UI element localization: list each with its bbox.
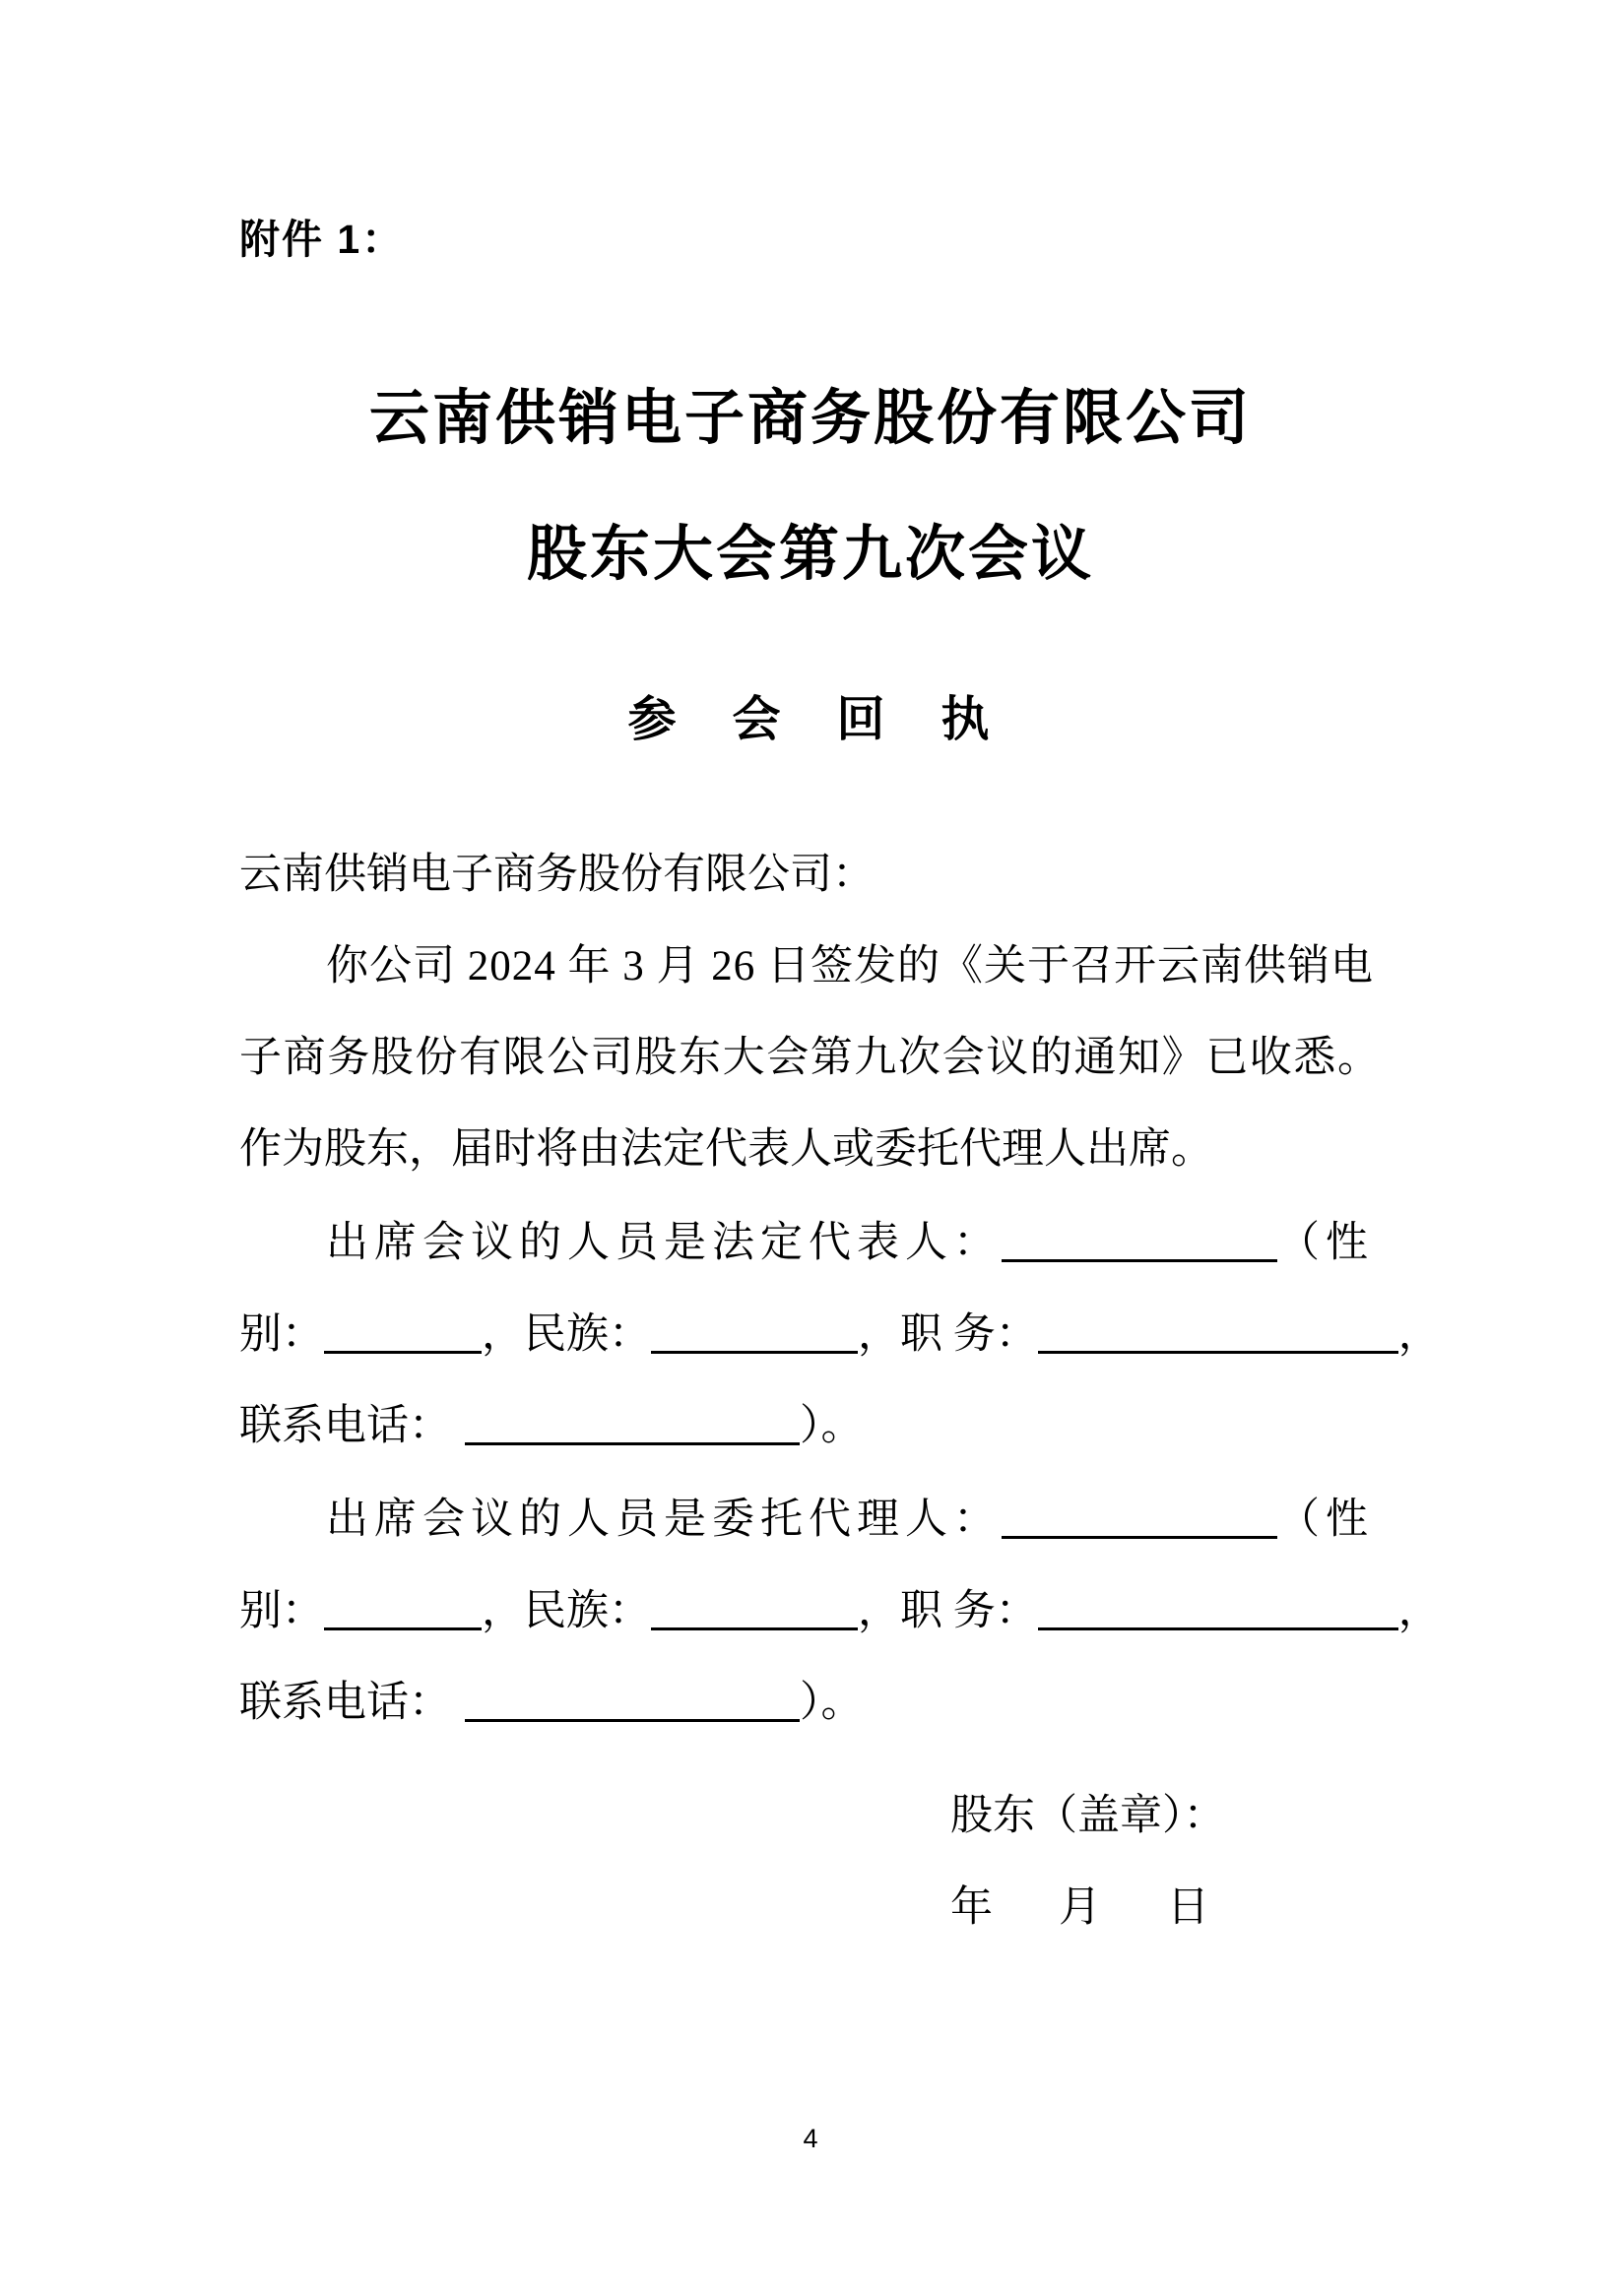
legal-rep-nation-label: ，民族： (482, 1311, 651, 1358)
proxy-fields-line (239, 1585, 1441, 1638)
legal-rep-fields-trailing-comma: ， (1397, 1311, 1441, 1358)
legal-rep-intro-suffix: （性 (1277, 1220, 1374, 1266)
legal-rep-duty-blank (1038, 1315, 1398, 1354)
legal-rep-phone-suffix: ）。 (800, 1403, 864, 1449)
document-subtitle: 参 会 回 执 (627, 692, 994, 746)
document-title-line1: 云南供销电子商务股份有限公司 (368, 386, 1252, 452)
proxy-name-blank (1002, 1500, 1277, 1539)
proxy-nation-blank (651, 1592, 858, 1630)
shareholder-seal-line: 股东（盖章）： (950, 1793, 1226, 1839)
proxy-phone-line (239, 1677, 1424, 1730)
proxy-sex-blank (324, 1592, 482, 1630)
legal-rep-sex-blank (324, 1315, 482, 1354)
paragraph-line-1: 你公司 2024 年 3 月 26 日签发的《关于召开云南供销电 (326, 943, 1374, 989)
proxy-phone-suffix: ）。 (800, 1680, 864, 1726)
legal-rep-phone-blank (465, 1407, 800, 1445)
legal-rep-duty-label: ，职 务： (858, 1311, 1038, 1358)
proxy-nation-label: ，民族： (482, 1588, 651, 1634)
paragraph-line-2: 子商务股份有限公司股东大会第九次会议的通知》已收悉。 (239, 1035, 1382, 1081)
proxy-intro-line (239, 1494, 1511, 1547)
proxy-duty-blank (1038, 1592, 1398, 1630)
paragraph-line-3: 作为股东，届时将由法定代表人或委托代理人出席。 (239, 1126, 1213, 1173)
legal-rep-intro-line (239, 1217, 1511, 1270)
proxy-phone-label: 联系电话： (239, 1680, 451, 1726)
page-number: 4 (803, 2124, 818, 2153)
legal-rep-sex-label: 别： (239, 1311, 324, 1358)
legal-rep-nation-blank (651, 1315, 858, 1354)
legal-rep-phone-line (239, 1400, 1424, 1453)
attachment-label: 附件 1： (239, 217, 405, 262)
proxy-intro-label: 出席会议的人员是委托代理人： (326, 1497, 1002, 1543)
legal-rep-name-blank (1002, 1224, 1277, 1262)
proxy-duty-label: ，职 务： (858, 1588, 1038, 1634)
document-title-line2: 股东大会第九次会议 (526, 522, 1094, 588)
salutation-line: 云南供销电子商务股份有限公司： (239, 852, 875, 898)
proxy-phone-blank (465, 1684, 800, 1722)
legal-rep-intro-label: 出席会议的人员是法定代表人： (326, 1220, 1002, 1266)
proxy-fields-trailing-comma: ， (1397, 1588, 1441, 1634)
date-line: 年 月 日 (950, 1884, 1221, 1931)
proxy-intro-suffix: （性 (1277, 1497, 1374, 1543)
legal-rep-phone-label: 联系电话： (239, 1403, 451, 1449)
legal-rep-fields-line (239, 1308, 1441, 1362)
proxy-sex-label: 别： (239, 1588, 324, 1634)
